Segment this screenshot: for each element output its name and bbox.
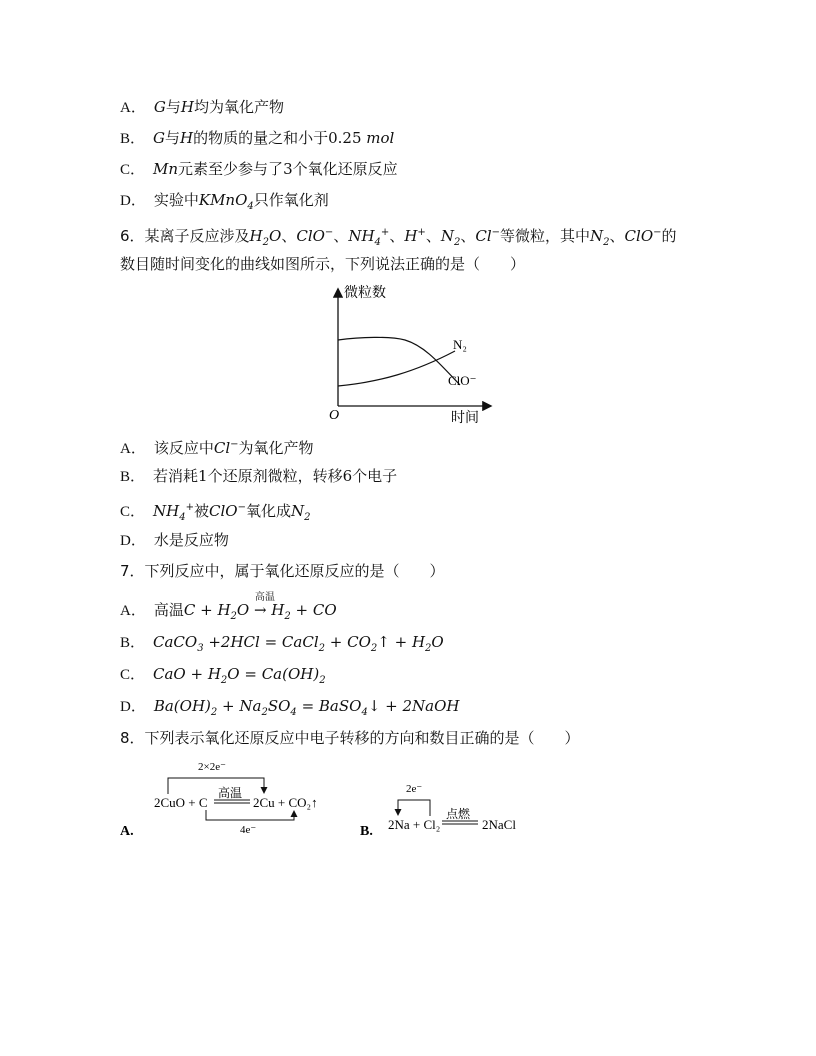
clo-curve	[338, 337, 460, 385]
bottom-electron-label: 4e⁻	[240, 824, 257, 836]
q8-fig-b	[354, 778, 534, 844]
equation-left: 2Na + Cl₂	[388, 817, 441, 832]
n2-label: N₂	[453, 337, 467, 352]
option-letter-b: B.	[360, 824, 373, 839]
q7-option-d: D． $Ba(OH)_2 + Na_2SO_4$ = BaSO$_4$↓ + 2NaOH	[120, 697, 460, 718]
n2-curve	[338, 351, 455, 386]
q7-option-a: A． 高温$C + H_2O \to H$ 高温 $_2$ + CO	[120, 599, 337, 628]
top-transfer-line	[168, 778, 264, 794]
q6-option-b: B． 若消耗1个还原剂微粒，转移6个电子	[120, 467, 398, 485]
q5-option-d: D． 实验中KMnO$_4$只作氧化剂	[120, 191, 329, 212]
transfer-line	[398, 800, 430, 816]
q8-fig-a	[114, 758, 344, 844]
equation-left: 2CuO + C	[154, 795, 208, 810]
q5-option-c: C． Mn元素至少参与了3个氧化还原反应	[120, 160, 398, 178]
y-axis-label: 微粒数	[344, 286, 386, 301]
q6-stem-line2: 数目随时间变化的曲线如图所示，下列说法正确的是（ ）	[120, 255, 526, 273]
q5-option-a: A． G与H均为氧化产物	[120, 98, 284, 116]
equation-right: 2NaCl	[482, 817, 516, 832]
q5-option-b: B． G与H的物质的量之和小于0.25 mol	[120, 129, 395, 147]
q7-option-b: B． CaCO$_3$ +2HCl = CaCl$_2$ + $CO_2↑ + H_2O$	[120, 633, 444, 654]
condition-label: 高温	[218, 786, 243, 800]
reaction-condition: 高温	[254, 592, 275, 603]
q6-option-a: A． 该反应中Cl−为氧化产物	[120, 439, 314, 457]
top-electron-label: 2e⁻	[406, 783, 423, 795]
option-letter-a: A.	[120, 824, 134, 839]
top-electron-label: 2×2e⁻	[198, 761, 226, 773]
q7-stem: 7．下列反应中，属于氧化还原反应的是（ ）	[120, 562, 445, 580]
q7-option-c: C． CaO + $H_2O = Ca(OH)_2$	[120, 665, 326, 686]
q6-stem-line1: 6．某离子反应涉及$H_2O$、ClO−、$NH_4^+$、H+、$N_2$、Cl−等微粒，其中$N_2$、ClO−的	[120, 227, 677, 248]
q6-option-d: D． 水是反应物	[120, 531, 229, 549]
q8-stem: 8．下列表示氧化还原反应中电子转移的方向和数目正确的是（ ）	[120, 729, 580, 747]
clo-label: ClO⁻	[448, 373, 477, 388]
bottom-transfer-line	[206, 810, 294, 820]
q6-option-c: C． $NH_4^+$被ClO−氧化成$N_2$	[120, 502, 311, 523]
equation-right: 2Cu + CO₂↑	[253, 795, 318, 810]
q6-chart	[320, 282, 500, 428]
origin-label: O	[329, 408, 340, 423]
x-axis-label: 时间	[451, 411, 479, 426]
condition-label: 点燃	[446, 807, 471, 821]
